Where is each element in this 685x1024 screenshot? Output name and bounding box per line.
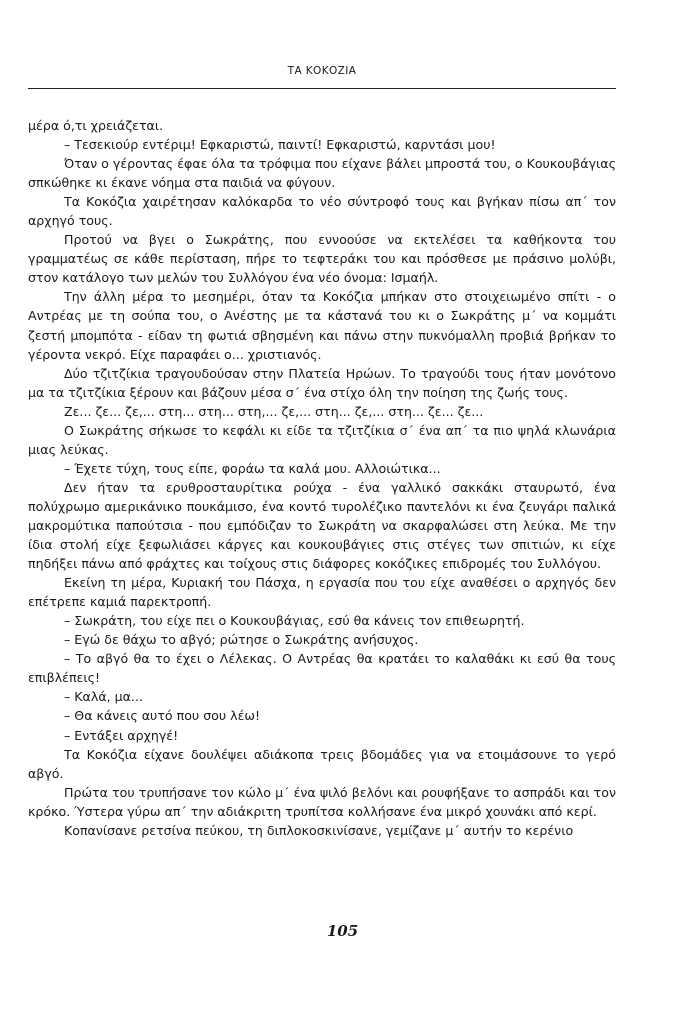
paragraph: Κοπανίσανε ρετσίνα πεύκου, τη διπλοκοσκινίσανε, γεμίζανε μ΄ αυτήν το κερένιο (64, 822, 574, 838)
paragraph: Πρώτα του τρυπήσανε τον κώλο μ΄ ένα ψιλό βελόνι και ρουφήξανε το ασπράδι και τον κρόκο. Ύστερα γύρω απ΄ την αδιάκριτη τρυπίτσα κολλήσανε ένα μικρό χουνάκι από κερί. (28, 784, 616, 819)
paragraph: – Τεσεκιούρ εντέριμ! Εφκαριστώ, παιντί! Εφκαριστώ, καρντάσι μου! (64, 137, 496, 153)
paragraph: Την άλλη μέρα το μεσημέρι, όταν τα Κοκόζια μπήκαν στο στοιχειωμένο σπίτι - ο Αντρέας με τη σούπα του, ο Ανέστης με τα κάστανά του κι ο Σωκράτης μ΄ να κομμάτι ζεστή μπομπότα - είδαν τη φωτιά σβησμένη και πάνω στην πυκνόμαλλη προβιά βρήκαν το γέροντα νεκρό. Είχε παραφάει ο... χριστιανός. (28, 289, 616, 362)
paragraph: – Καλά, μα... (64, 689, 143, 705)
paragraph: Ο Σωκράτης σήκωσε το κεφάλι κι είδε τα τζιτζίκια σ΄ ένα απ΄ τα πιο ψηλά κλωνάρια μιας λεύκας. (28, 422, 616, 457)
running-header: ΤΑ ΚΟΚΟΖΙΑ (287, 65, 357, 77)
paragraph: – Το αβγό θα το έχει ο Λέλεκας. Ο Αντρέας θα κρατάει το καλαθάκι κι εσύ θα τους επιβλέπεις! (28, 651, 616, 686)
paragraph: – Εγώ δε θάχω το αβγό; ρώτησε ο Σωκράτης ανήσυχος. (64, 632, 419, 648)
paragraph: – Σωκράτη, του είχε πει ο Κουκουβάγιας, εσύ θα κάνεις τον επιθεωρητή. (64, 613, 525, 629)
paragraph: – Εντάξει αρχηγέ! (64, 727, 179, 743)
paragraph: Όταν ο γέροντας έφαε όλα τα τρόφιμα που είχανε βάλει μπροστά του, ο Κουκουβάγιας σπκώθηκε κι έκανε νόημα στα παιδιά να φύγουν. (28, 156, 616, 191)
page-number: 105 (326, 922, 359, 940)
paragraph: Τα Κοκόζια χαιρέτησαν καλόκαρδα το νέο σύντροφό τους και βγήκαν πίσω απ΄ τον αρχηγό τους. (28, 194, 616, 229)
paragraph: – Θα κάνεις αυτό που σου λέω! (64, 708, 261, 724)
paragraph: Δύο τζιτζίκια τραγουδούσαν στην Πλατεία Ηρώων. Το τραγούδι τους ήταν μονότονο μα τα τζιτζίκια ξέρουν και βάζουν μέσα σ΄ ένα στίχο όλη την ποίηση της ζωής τους. (28, 365, 616, 400)
paragraph: Εκείνη τη μέρα, Κυριακή του Πάσχα, η εργασία που του είχε αναθέσει ο αρχηγός δεν επέτρεπε καμιά παρεκτροπή. (28, 575, 616, 610)
paragraph: Τα Κοκόζια είχανε δουλέψει αδιάκοπα τρεις βδομάδες για να ετοιμάσουνε το γερό αβγό. (28, 746, 616, 781)
paragraph: – Έχετε τύχη, τους είπε, φοράω τα καλά μου. Αλλοιώτικα... (64, 460, 441, 476)
page-body (28, 116, 616, 840)
paragraph: Δεν ήταν τα ερυθροσταυρίτικα ρούχα - ένα γαλλικό σακκάκι σταυρωτό, ένα πολύχρωμο αμερικάνικο πουκάμισο, ένα κοντό τυρολέζικο παντελόνι κι ένα ζευγάρι παλικά μακρομύτικα παπούτσια - που εμπόδιζαν το Σωκράτη να σκαρφαλώσει στη λεύκα. Με την ίδια στολή είχε ξεφωλιάσει κάργες και κουκουβάγιες στις στέγες των σπιτιών, κι είχε πηδήξει πάνω από φράχτες και τοίχους στις διάφορες κοκόζικες επιδρομές του Συλλόγου. (28, 479, 616, 572)
header-rule (28, 88, 616, 89)
paragraph: Προτού να βγει ο Σωκράτης, που εννοούσε να εκτελέσει τα καθήκοντα του γραμματέως σε κάθε περίσταση, πήρε το τεφτεράκι του και πρόσθεσε με πράσινο μολύβι, στον κατάλογο των μελών του Συλλόγου ένα νέο όνομα: Ισμαήλ. (28, 232, 616, 286)
paragraph: μέρα ό,τι χρειάζεται. (28, 118, 164, 133)
paragraph: Ζε... ζε... ζε,... στη... στη... στη,... ζε,... στη... ζε,... στη... ζε... ζε... (64, 403, 484, 419)
